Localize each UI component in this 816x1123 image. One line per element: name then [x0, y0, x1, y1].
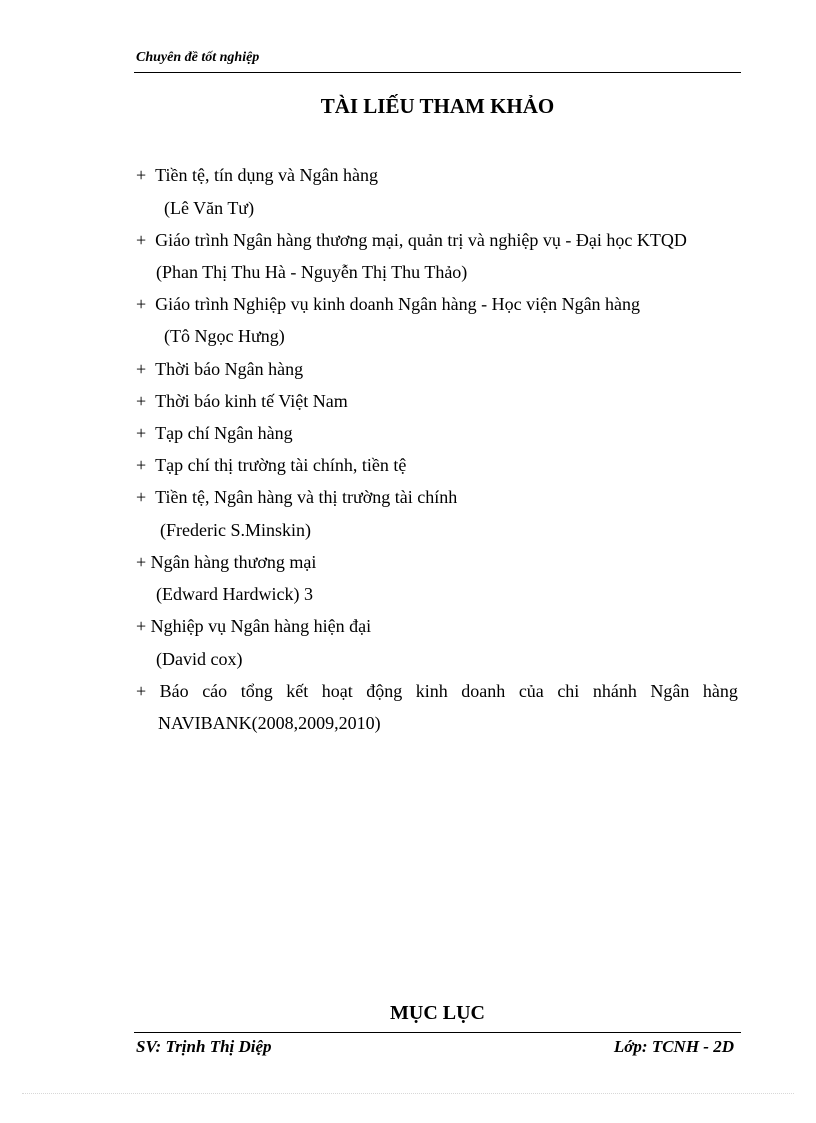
reference-title: Tiền tệ, tín dụng và Ngân hàng [155, 165, 378, 185]
reference-item [136, 390, 348, 412]
word: doanh [461, 681, 506, 701]
word: tổng [240, 681, 273, 701]
document-header: Chuyên đề tốt nghiệp [136, 50, 260, 65]
bullet: + [136, 391, 147, 411]
reference-title: Giáo trình Nghiệp vụ kinh doanh Ngân hàng - Học viện Ngân hàng [155, 294, 641, 314]
reference-title: + Ngân hàng thương mại [136, 552, 317, 572]
page-title: TÀI LIẾU THAM KHẢO [320, 94, 555, 118]
word: chi [557, 681, 580, 701]
word: động [366, 681, 403, 701]
bullet: + [136, 294, 147, 314]
word: Ngân [650, 681, 690, 701]
reference-author: (Phan Thị Thu Hà - Nguyễn Thị Thu Thảo) [156, 262, 468, 282]
bullet: + [136, 165, 147, 185]
reference-item [136, 486, 457, 508]
reference-title: Tạp chí thị trường tài chính, tiền tệ [155, 455, 407, 475]
word: kinh [415, 681, 448, 701]
reference-author: (Edward Hardwick) 3 [156, 584, 313, 604]
reference-title: Tiền tệ, Ngân hàng và thị trường tài chính [155, 487, 458, 507]
word: Báo [159, 681, 189, 701]
bullet: + [136, 230, 147, 250]
bullet: + [136, 423, 147, 443]
footer-rule [134, 1032, 741, 1033]
header-rule [134, 72, 741, 73]
reference-item [136, 454, 406, 476]
reference-item [136, 229, 687, 251]
reference-author: (David cox) [156, 649, 243, 669]
word: nhánh [592, 681, 637, 701]
page-edge [22, 1093, 794, 1094]
bullet: + [136, 359, 147, 379]
footer-class: Lớp: TCNH - 2D [613, 1037, 734, 1056]
bullet: + [136, 487, 147, 507]
reference-item [136, 164, 378, 186]
reference-author: (Tô Ngọc Hưng) [164, 326, 285, 346]
word: kết [286, 681, 309, 701]
table-of-contents-title: MỤC LỤC [390, 1002, 485, 1024]
reference-title: Thời báo Ngân hàng [155, 359, 304, 379]
word: hoạt [321, 681, 353, 701]
reference-title: Thời báo kinh tế Việt Nam [155, 391, 348, 411]
reference-title: + Nghiệp vụ Ngân hàng hiện đại [136, 616, 372, 636]
footer-student: SV: Trịnh Thị Diệp [136, 1037, 272, 1056]
word: của [518, 681, 544, 701]
reference-author: (Frederic S.Minskin) [160, 520, 311, 540]
reference-item [136, 293, 640, 315]
reference-item [136, 422, 293, 444]
bullet: + [136, 681, 147, 701]
reference-title: Tạp chí Ngân hàng [155, 423, 293, 443]
word: cáo [202, 681, 228, 701]
reference-author: NAVIBANK(2008,2009,2010) [158, 713, 381, 733]
bullet: + [136, 455, 147, 475]
reference-title: Giáo trình Ngân hàng thương mại, quản trị và nghiệp vụ - Đại học KTQD [155, 230, 687, 250]
reference-item [136, 358, 303, 380]
word: hàng [702, 681, 738, 701]
reference-author: (Lê Văn Tư) [164, 198, 255, 218]
reference-item-justified [136, 680, 738, 702]
